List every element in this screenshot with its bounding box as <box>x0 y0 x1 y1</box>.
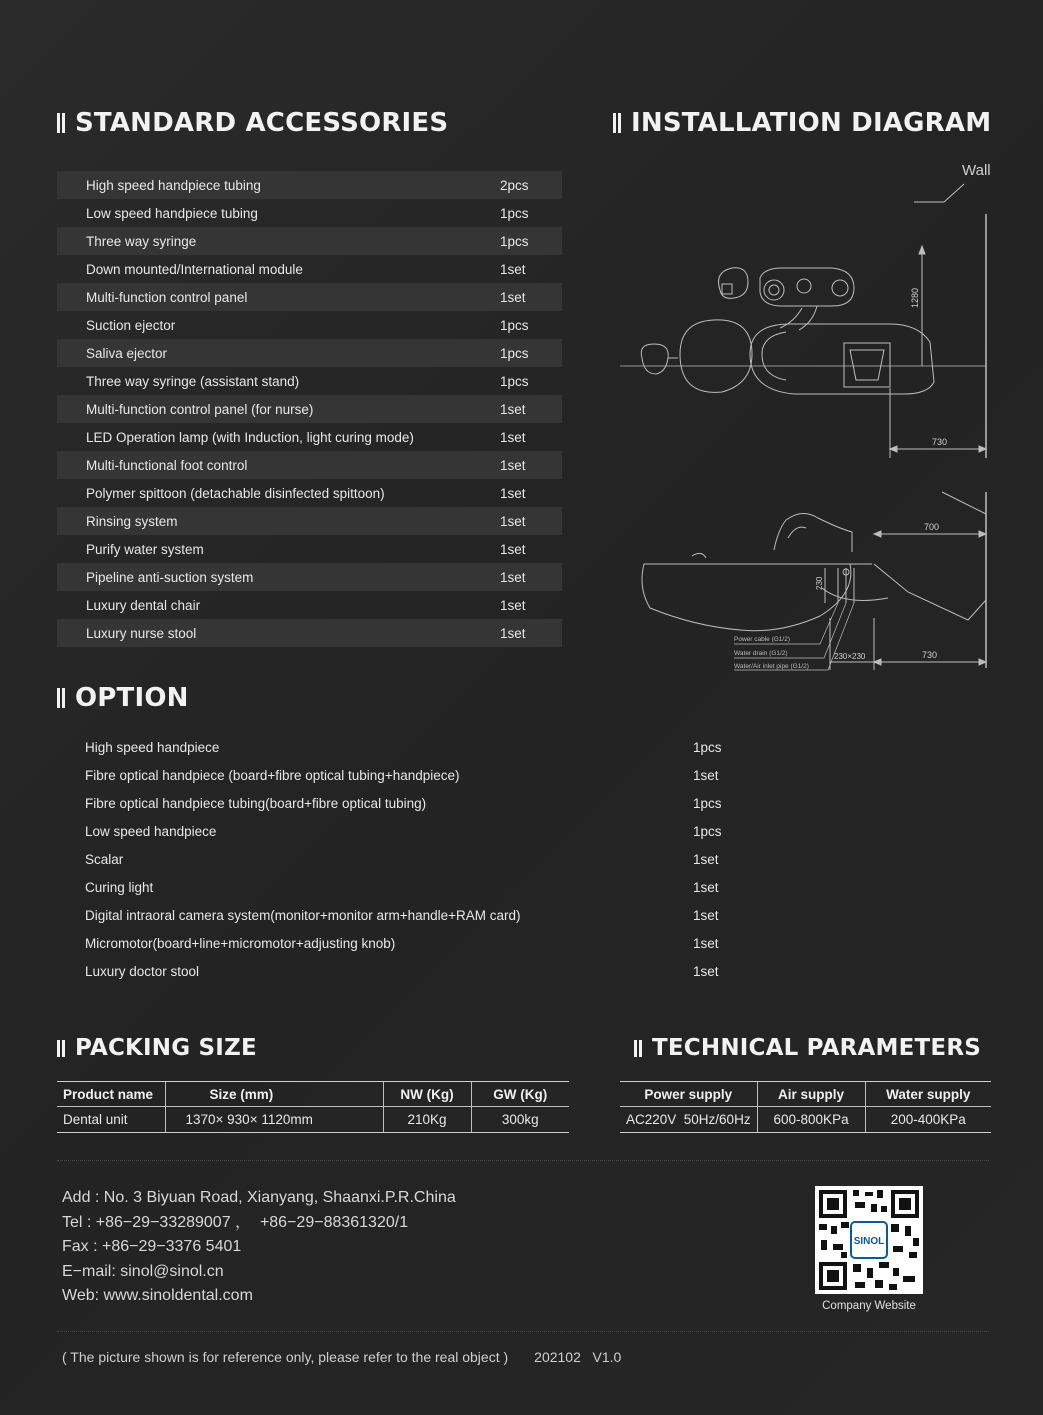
item-name: Multi-function control panel (for nurse) <box>86 401 314 417</box>
item-quantity: 1set <box>500 289 526 305</box>
packing-header-row <box>57 1082 569 1107</box>
item-quantity: 1set <box>500 429 526 445</box>
item-quantity: 1set <box>500 261 526 277</box>
item-quantity: 1set <box>693 851 719 867</box>
item-quantity: 1set <box>693 963 719 979</box>
item-quantity: 1pcs <box>500 205 529 221</box>
item-name: High speed handpiece <box>85 739 220 755</box>
dim-730-bottom-label: 730 <box>922 650 938 660</box>
option-heading <box>57 683 189 713</box>
heading-bar-icon <box>57 113 65 133</box>
item-quantity: 1pcs <box>693 739 722 755</box>
item-name: Low speed handpiece <box>85 823 217 839</box>
option-row <box>57 873 757 901</box>
item-name: Rinsing system <box>86 513 178 529</box>
technical-data-row <box>620 1107 991 1133</box>
dim-230-label: 230 <box>815 576 824 590</box>
packing-size-heading <box>57 1035 257 1061</box>
qr-code[interactable] <box>815 1186 923 1294</box>
accessory-row <box>57 227 562 255</box>
item-name: Luxury dental chair <box>86 597 201 613</box>
item-quantity: 1set <box>693 879 719 895</box>
divider <box>57 1160 989 1161</box>
accessory-row <box>57 283 562 311</box>
web-link[interactable]: Web: www.sinoldental.com <box>62 1287 253 1305</box>
version-text: 202102 V1.0 <box>534 1349 622 1365</box>
packing-cell: 210Kg <box>383 1107 471 1133</box>
item-name: High speed handpiece tubing <box>86 177 261 193</box>
fax-text: Fax : +86−29−3376 5401 <box>62 1238 242 1256</box>
accessory-row <box>57 255 562 283</box>
footer <box>62 1349 621 1365</box>
accessory-row <box>57 479 562 507</box>
item-quantity: 1pcs <box>693 823 722 839</box>
technical-parameters-table <box>620 1081 991 1133</box>
accessory-row <box>57 507 562 535</box>
power-cable-label: Power cable (G1/2) <box>734 636 790 643</box>
tel-text: Tel : +86−29−33289007 ， +86−29−88361320/1 <box>62 1213 409 1231</box>
option-row <box>57 761 757 789</box>
option-row <box>57 789 757 817</box>
accessory-row <box>57 311 562 339</box>
option-row <box>57 845 757 873</box>
accessory-row <box>57 367 562 395</box>
installation-diagram-title: INSTALLATION DIAGRAM <box>631 108 992 138</box>
qr-code-icon <box>815 1186 923 1294</box>
item-name: Saliva ejector <box>86 345 168 361</box>
technical-cell: 600-800KPa <box>757 1107 865 1133</box>
option-row <box>57 733 757 761</box>
item-quantity: 1set <box>500 401 526 417</box>
item-quantity: 1set <box>500 541 526 557</box>
item-name: Multi-functional foot control <box>86 457 248 473</box>
item-quantity: 1set <box>693 767 719 783</box>
standard-accessories-title: STANDARD ACCESSORIES <box>75 108 449 138</box>
contact-block <box>62 1186 456 1309</box>
item-quantity: 1set <box>500 513 526 529</box>
item-name: Down mounted/International module <box>86 261 303 277</box>
item-quantity: 1pcs <box>500 233 529 249</box>
accessory-row <box>57 619 562 647</box>
technical-header-row <box>620 1082 991 1107</box>
item-quantity: 2pcs <box>500 177 529 193</box>
installation-diagram <box>612 158 992 678</box>
accessory-row <box>57 171 562 199</box>
top-view-dental-unit <box>620 246 986 458</box>
water-drain-label: Water drain (G1/2) <box>734 650 788 657</box>
item-quantity: 1set <box>500 457 526 473</box>
item-name: Scalar <box>85 851 124 867</box>
packing-header-cell: Product name <box>57 1082 165 1107</box>
item-quantity: 1set <box>500 569 526 585</box>
dim-730-top-label: 730 <box>932 437 948 447</box>
technical-header-cell: Air supply <box>757 1082 865 1107</box>
item-name: Low speed handpiece tubing <box>86 205 258 221</box>
packing-cell: 300kg <box>471 1107 569 1133</box>
option-row <box>57 957 757 985</box>
item-quantity: 1set <box>500 597 526 613</box>
option-title: OPTION <box>75 683 189 713</box>
item-name: Fibre optical handpiece tubing(board+fibre optical tubing) <box>85 795 427 811</box>
option-table <box>57 733 757 985</box>
packing-size-table <box>57 1081 569 1133</box>
item-name: Micromotor(board+line+micromotor+adjusting knob) <box>85 935 396 951</box>
item-name: Three way syringe (assistant stand) <box>86 373 300 389</box>
item-quantity: 1set <box>693 907 719 923</box>
heading-bar-icon <box>634 1040 642 1057</box>
side-view-dental-unit <box>642 492 986 670</box>
dim-1280-label: 1280 <box>910 287 920 308</box>
accessory-row <box>57 339 562 367</box>
technical-cell: 200-400KPa <box>865 1107 991 1133</box>
item-name: LED Operation lamp (with Induction, light curing mode) <box>86 429 414 445</box>
heading-bar-icon <box>57 1040 65 1057</box>
accessory-row <box>57 451 562 479</box>
accessory-row <box>57 591 562 619</box>
standard-accessories-heading <box>57 108 448 138</box>
option-row <box>57 929 757 957</box>
heading-bar-icon <box>613 113 621 133</box>
qr-caption: Company Website <box>822 1300 916 1312</box>
packing-header-cell: NW (Kg) <box>383 1082 471 1107</box>
item-quantity: 1set <box>500 625 526 641</box>
water-air-inlet-label: Water/Air inlet pipe (G1/2) <box>734 663 809 670</box>
accessory-row <box>57 423 562 451</box>
qr-logo-text: SINOL <box>853 1236 885 1247</box>
dim-230x230-label: 230×230 <box>834 652 866 661</box>
packing-cell: Dental unit <box>57 1107 165 1133</box>
item-quantity: 1pcs <box>500 373 529 389</box>
packing-cell: 1370× 930× 1120mm <box>165 1107 383 1133</box>
item-quantity: 1pcs <box>693 795 722 811</box>
disclaimer-text: ( The picture shown is for reference only, please refer to the real object ) <box>62 1349 509 1365</box>
dim-700-label: 700 <box>924 522 940 532</box>
accessory-row <box>57 395 562 423</box>
heading-bar-icon <box>57 688 65 708</box>
item-name: Multi-function control panel <box>86 289 248 305</box>
standard-accessories-table <box>57 171 562 647</box>
item-quantity: 1pcs <box>500 345 529 361</box>
packing-data-row <box>57 1107 569 1133</box>
item-name: Polymer spittoon (detachable disinfected spittoon) <box>86 485 385 501</box>
item-quantity: 1set <box>500 485 526 501</box>
packing-header-cell: Size (mm) <box>165 1082 383 1107</box>
accessory-row <box>57 535 562 563</box>
packing-size-title: PACKING SIZE <box>75 1035 257 1061</box>
technical-header-cell: Power supply <box>620 1082 757 1107</box>
packing-header-cell: GW (Kg) <box>471 1082 569 1107</box>
item-name: Three way syringe <box>86 233 197 249</box>
item-name: Purify water system <box>86 541 204 557</box>
wall-leader-line <box>914 184 964 202</box>
item-name: Digital intraoral camera system(monitor+monitor arm+handle+RAM card) <box>85 907 521 923</box>
item-quantity: 1pcs <box>500 317 529 333</box>
technical-header-cell: Water supply <box>865 1082 991 1107</box>
wall-label: Wall <box>962 162 991 179</box>
accessory-row <box>57 199 562 227</box>
option-row <box>57 817 757 845</box>
divider <box>57 1331 989 1332</box>
item-name: Suction ejector <box>86 317 176 333</box>
item-name: Curing light <box>85 879 154 895</box>
technical-parameters-title: TECHNICAL PARAMETERS <box>652 1035 982 1061</box>
address-text: Add : No. 3 Biyuan Road, Xianyang, Shaanxi.P.R.China <box>62 1189 456 1206</box>
item-name: Luxury nurse stool <box>86 625 197 641</box>
item-quantity: 1set <box>693 935 719 951</box>
item-name: Pipeline anti-suction system <box>86 569 254 585</box>
item-name: Fibre optical handpiece (board+fibre optical tubing+handpiece) <box>85 767 460 783</box>
option-row <box>57 901 757 929</box>
installation-diagram-heading <box>613 108 991 138</box>
technical-cell: AC220V 50Hz/60Hz <box>620 1107 757 1133</box>
accessory-row <box>57 563 562 591</box>
email-link[interactable]: E−mail: sinol@sinol.cn <box>62 1262 224 1280</box>
item-name: Luxury doctor stool <box>85 963 200 979</box>
technical-parameters-heading <box>634 1035 981 1061</box>
